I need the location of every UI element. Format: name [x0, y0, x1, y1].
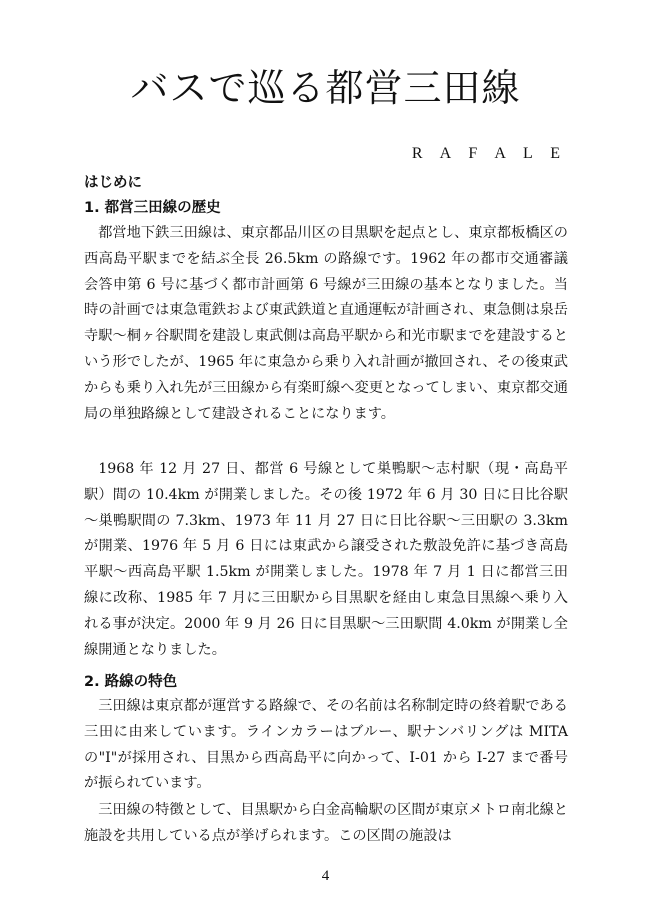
intro-heading: はじめに [84, 175, 142, 191]
section-heading-features: 2. 路線の特色 [84, 674, 178, 690]
history-paragraph-1: 都営地下鉄三田線は、東京都品川区の目黒駅を起点とし、東京都板橋区の西高島平駅までを結ぶ全長 26.5km の路線です。1962 年の都市交通審議会答申第 6 号に基づく都市計画第 6 号線が三田線の基本となりました。当時の計画では東急電鉄および東武鉄道と直通運転が計画され、東急側は泉岳寺駅～桐ヶ谷駅間を建設し東武側は高島平駅から和光市駅までを建設するという形でしたが、1965 年に東急から乗り入れ計画が撤回され、その後東武からも乗り入れ先が三田線から有楽町線へ変更となってしまい、東京都交通局の単独路線として建設されることになります。 [84, 225, 568, 422]
page-number: 4 [321, 868, 330, 884]
features-paragraph-2: 三田線の特徴として、目黒駅から白金高輪駅の区間が東京メトロ南北線と施設を共用している点が挙げられます。この区間の施設は [84, 802, 568, 844]
features-paragraph-1: 三田線は東京都が運営する路線で、その名前は名称制定時の終着駅である三田に由来しています。ラインカラーはブルー、駅ナンバリングは MITA の"I"が採用され、目黒から西高島平に向かって、I-01 から I-27 まで番号が振られています。 [84, 698, 568, 792]
page-title: バスで巡る都営三田線 [130, 66, 521, 110]
history-paragraph-2: 1968 年 12 月 27 日、都営 6 号線として巣鴨駅～志村駅（現・高島平駅）間の 10.4km が開業しました。その後 1972 年 6 月 30 日に日比谷駅～巣鴨駅間の 7.3km、1973 年 11 月 27 日に日比谷駅～三田駅の 3.3km が開業、1976 年 5 月 6 日には東武から譲受された敷設免許に基づき高島平駅～西高島平駅 1.5km が開業しました。1978 年 7 月 1 日に都営三田線に改称、1985 年 7 月に三田駅から目黒駅を経由し東急目黒線へ乗り入れる事が決定。2000 年 9 月 26 日に目黒駅～三田駅間 4.0km が開業し全線開通となりました。 [84, 461, 568, 658]
author-name: R A F A L E [411, 145, 567, 162]
section-heading-history: 1. 都営三田線の歴史 [84, 200, 221, 216]
